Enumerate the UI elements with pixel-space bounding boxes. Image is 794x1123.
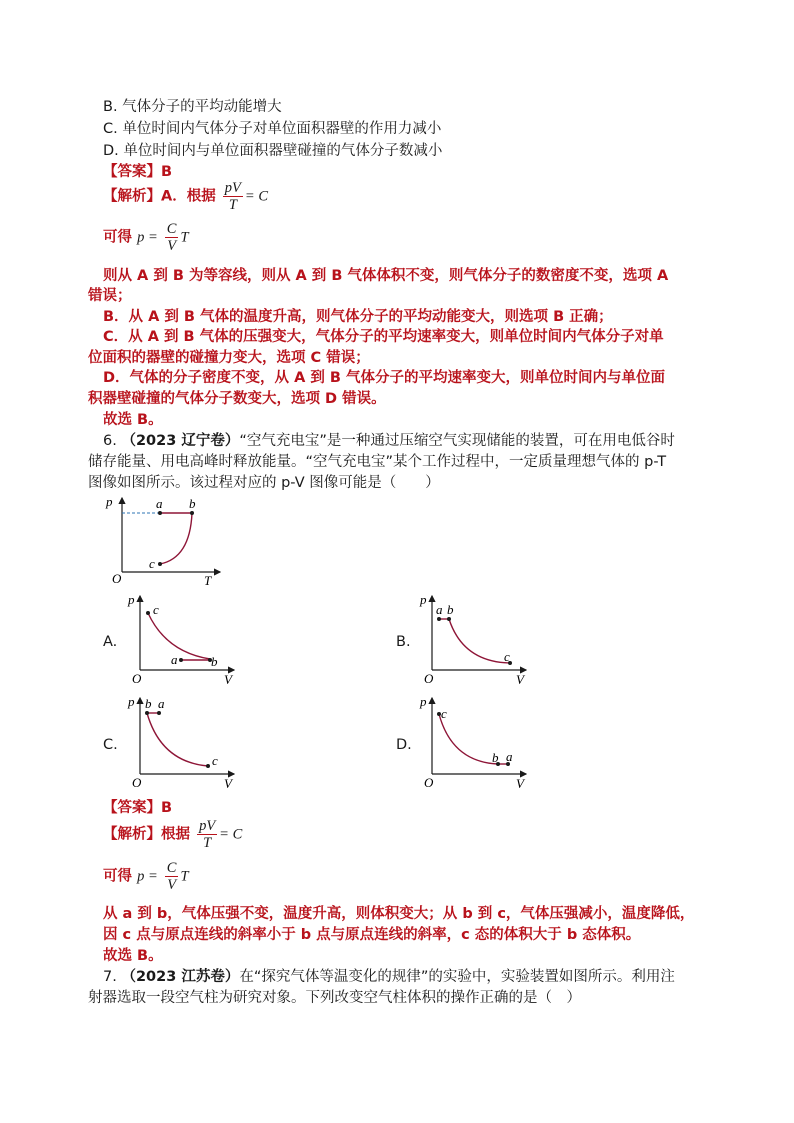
q5-conclusion: 故选 B。	[103, 412, 163, 428]
optB-origin: O	[424, 671, 434, 686]
q5-line2: 错误；	[88, 288, 132, 304]
q5-answer-value: B	[161, 164, 173, 180]
optB-y-label: p	[420, 592, 427, 607]
q6-derive-num: C	[166, 860, 177, 876]
q5-line1: 则从 A 到 B 为等容线，则从 A 到 B 气体体积不变，则气体分子的数密度不变，选项 A	[103, 268, 669, 284]
q6-option-d-graph	[418, 692, 538, 790]
q6-pt-x-label: T	[204, 573, 212, 588]
q6-line1: 从 a 到 b，气体压强不变，温度升高，则体积变大；从 b 到 c，气体压强减小，温度降低，	[103, 906, 695, 922]
q6-stem-line3: 图像如图所示。该过程对应的 p-V 图像可能是（ ）	[88, 475, 440, 491]
optB-curve	[449, 619, 510, 663]
q6-pt-point-a	[158, 511, 162, 515]
q6-option-c-label[interactable]: C.	[103, 737, 118, 753]
optA-origin: O	[132, 671, 142, 686]
q5-eq-den: T	[228, 197, 237, 213]
q7-stem1: 在“探究气体等温变化的规律”的实验中，实验装置如图所示。利用注	[239, 969, 675, 985]
optD-label-b: b	[492, 750, 499, 765]
optC-y-label: p	[128, 694, 135, 709]
q6-option-a-label[interactable]: A.	[103, 634, 118, 650]
optC-point-c	[206, 764, 210, 768]
q5-analysis-eq	[103, 180, 268, 213]
q6-option-b-label[interactable]: B.	[396, 634, 411, 650]
q6-stem1: “空气充电宝”是一种通过压缩空气实现储能的装置，可在用电低谷时	[239, 433, 675, 449]
q6-pt-origin: O	[112, 571, 122, 586]
optB-label-a: a	[436, 602, 443, 617]
q5-eq-fraction	[223, 180, 243, 213]
q6-option-d-label[interactable]: D.	[396, 737, 412, 753]
optB-point-a	[437, 617, 441, 621]
q5-line5: 位面积的器壁的碰撞力变大，选项 C 错误；	[88, 350, 370, 366]
q5-line4: C．从 A 到 B 气体的压强变大，气体分子的平均速率变大，则单位时间内气体分子对单	[103, 329, 664, 345]
optA-curve	[148, 613, 210, 659]
optB-label-b: b	[447, 602, 454, 617]
optD-curve	[439, 714, 498, 764]
q6-line2: 因 c 点与原点连线的斜率小于 b 点与原点连线的斜率，c 态的体积大于 b 态体积。	[103, 927, 641, 943]
optB-x-label: V	[516, 672, 524, 687]
q5-line7: 积器壁碰撞的气体分子数变大，选项 D 错误。	[88, 391, 386, 407]
q5-analysis-prefix: A．根据	[161, 188, 216, 205]
q6-eq-fraction	[197, 818, 217, 851]
q6-derive-prefix: 可得	[103, 868, 132, 885]
q5-line3: B．从 A 到 B 气体的温度升高，则气体分子的平均动能变大，则选项 B 正确；	[103, 309, 613, 325]
q5-answer	[103, 160, 172, 181]
q5-derive-fraction	[165, 221, 179, 254]
q6-answer-value: B	[161, 800, 173, 816]
q6-derive-fraction	[165, 860, 179, 893]
q7-source: （2023 江苏卷）	[121, 969, 240, 985]
optD-label-c: c	[441, 706, 447, 721]
q5-derive-lhs: p =	[137, 229, 158, 246]
q5-derive-num: C	[166, 221, 177, 237]
optA-y-label: p	[128, 592, 135, 607]
optB-point-b	[447, 617, 451, 621]
q6-option-a-graph	[126, 590, 246, 686]
q6-derive	[103, 860, 189, 893]
optD-label-a: a	[506, 749, 513, 764]
q6-derive-t: T	[180, 868, 189, 885]
optC-point-b	[145, 711, 149, 715]
optB-label-c: c	[504, 649, 510, 664]
q6-analysis-prefix: 根据	[161, 826, 190, 843]
optC-label-c: c	[212, 753, 218, 768]
optA-label-c: c	[153, 602, 159, 617]
q6-pt-label-a: a	[156, 496, 163, 511]
q6-eq-rhs: = C	[219, 826, 243, 843]
q6-pt-point-c	[158, 562, 162, 566]
optC-label-b: b	[145, 696, 152, 711]
optA-point-c	[146, 611, 150, 615]
optA-point-a	[179, 658, 183, 662]
optC-point-a	[157, 711, 161, 715]
q5-derive-den: V	[167, 238, 177, 254]
q6-answer	[103, 796, 172, 817]
q6-answer-label: 【答案】	[103, 800, 161, 816]
option-c-text: C. 单位时间内气体分子对单位面积器壁的作用力减小	[103, 121, 442, 137]
q6-eq-den: T	[203, 835, 212, 851]
q5-eq-rhs: = C	[244, 188, 268, 205]
optD-y-label: p	[420, 694, 427, 709]
option-b-text: B. 气体分子的平均动能增大	[103, 99, 282, 115]
optC-curve	[147, 713, 208, 766]
q6-source: （2023 辽宁卷）	[121, 433, 240, 449]
q6-conclusion: 故选 B。	[103, 948, 163, 964]
q6-pt-y-label: p	[106, 494, 113, 509]
q5-derive-prefix: 可得	[103, 229, 132, 246]
q6-stem-line1	[103, 429, 675, 450]
q5-line6: D．气体的分子密度不变，从 A 到 B 气体分子的平均速率变大，则单位时间内与单位面	[103, 370, 665, 386]
q6-pt-graph	[108, 492, 228, 587]
q6-pt-bc-curve	[160, 513, 192, 564]
q6-derive-den: V	[167, 877, 177, 893]
q6-analysis-label: 【解析】	[103, 826, 161, 843]
q6-option-b-graph	[418, 590, 538, 686]
optC-origin: O	[132, 775, 142, 790]
q6-derive-lhs: p =	[137, 868, 158, 885]
optA-label-a: a	[171, 652, 178, 667]
q7-stem-line2: 射器选取一段空气柱为研究对象。下列改变空气柱体积的操作正确的是（ ）	[88, 990, 581, 1006]
q5-derive	[103, 221, 189, 254]
optA-x-label: V	[224, 672, 232, 687]
optC-label-a: a	[158, 696, 165, 711]
q6-eq-num: pV	[199, 818, 216, 834]
q6-analysis-eq	[103, 818, 242, 851]
q6-option-c-graph	[126, 692, 246, 790]
q7-stem-line1	[103, 965, 675, 986]
optC-x-label: V	[224, 776, 232, 791]
option-d-text: D. 单位时间内与单位面积器壁碰撞的气体分子数减小	[103, 143, 443, 159]
q6-stem-line2: 储存能量、用电高峰时释放能量。“空气充电宝”某个工作过程中，一定质量理想气体的 p-T	[88, 454, 667, 470]
optD-x-label: V	[516, 776, 524, 791]
q6-number: 6.	[103, 433, 117, 449]
optA-label-b: b	[211, 654, 218, 669]
q6-pt-label-b: b	[189, 496, 196, 511]
optD-origin: O	[424, 775, 434, 790]
q6-pt-point-b	[190, 511, 194, 515]
q5-eq-num: pV	[224, 180, 241, 196]
q5-analysis-label: 【解析】	[103, 188, 161, 205]
q5-answer-label: 【答案】	[103, 164, 161, 180]
q7-number: 7.	[103, 969, 117, 985]
q5-derive-t: T	[180, 229, 189, 246]
q6-pt-label-c: c	[149, 556, 155, 571]
